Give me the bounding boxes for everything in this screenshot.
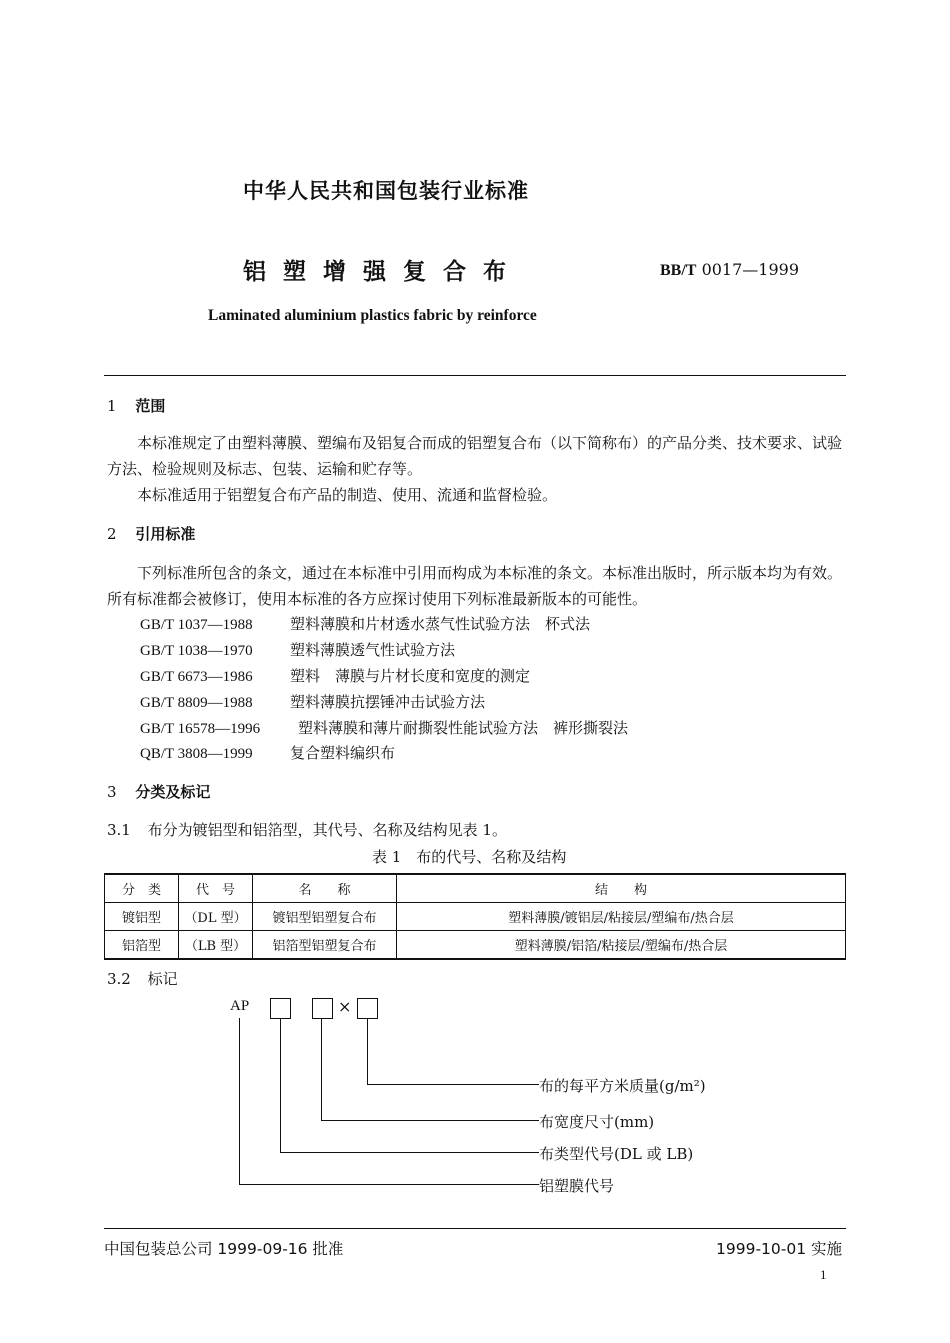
- reference-title: 塑料薄膜和薄片耐撕裂性能试验方法 裤形撕裂法: [298, 719, 629, 737]
- page-number: 1: [820, 1267, 827, 1282]
- english-title: Laminated aluminium plastics fabric by reinforce: [208, 307, 537, 324]
- leader-type-vertical: [280, 1019, 281, 1153]
- section-2-para: 下列标准所包含的条文，通过在本标准中引用而构成为本标准的条文。本标准出版时，所示版本均为有效。所有标准都会被修订，使用本标准的各方应探讨使用下列标准最新版本的可能性。: [107, 564, 843, 608]
- table-cell: 塑料薄膜/铝箔/粘接层/塑编布/热合层: [397, 931, 846, 960]
- section-2-number: 2: [107, 525, 117, 543]
- classification-table: [104, 873, 846, 960]
- section-1-title: 范围: [135, 397, 166, 415]
- section-2-title: 引用标准: [135, 525, 196, 543]
- label-width: 布宽度尺寸(mm): [539, 1113, 655, 1131]
- reference-code: QB/T 3808—1999: [140, 746, 253, 762]
- leader-type-horizontal: [280, 1152, 539, 1153]
- section-3-number: 3: [107, 783, 117, 801]
- table-row: [105, 903, 846, 931]
- section-3-heading: [107, 781, 210, 802]
- clause-3-1: [107, 819, 507, 840]
- label-film: 铝塑膜代号: [539, 1177, 615, 1195]
- document-title: 铝塑增强复合布: [243, 259, 523, 285]
- table-row: [105, 931, 846, 960]
- table-header-cell: 代 号: [179, 874, 253, 903]
- marking-box-width: [312, 998, 333, 1019]
- section-2-body: [107, 560, 849, 612]
- reference-item: [140, 613, 590, 634]
- marking-box-mass: [357, 998, 378, 1019]
- table-caption: 表 1 布的代号、名称及结构: [372, 848, 567, 866]
- table-cell: 塑料薄膜/镀铝层/粘接层/塑编布/热合层: [397, 903, 846, 931]
- reference-item: [140, 717, 628, 738]
- reference-item: [140, 665, 530, 686]
- section-3-title: 分类及标记: [135, 783, 211, 801]
- table-cell: 镀铝型: [105, 903, 179, 931]
- reference-item: [140, 639, 455, 660]
- label-mass: 布的每平方米质量(g/m²): [539, 1077, 706, 1095]
- table-header-row: [105, 874, 846, 903]
- reference-code: GB/T 8809—1988: [140, 695, 253, 711]
- clause-3-2: [107, 968, 178, 989]
- reference-item: [140, 742, 395, 763]
- table-header-cell: 名 称: [253, 874, 397, 903]
- marking-prefix: AP: [230, 998, 250, 1014]
- reference-code: GB/T 1038—1970: [140, 643, 253, 659]
- leader-mass-vertical: [367, 1019, 368, 1085]
- table-cell: 镀铝型铝塑复合布: [253, 903, 397, 931]
- clause-3-2-number: 3.2: [107, 970, 131, 988]
- clause-3-1-number: 3.1: [107, 821, 131, 839]
- reference-title: 塑料 薄膜与片材长度和宽度的测定: [290, 667, 531, 685]
- reference-title: 塑料薄膜抗摆锤冲击试验方法: [290, 693, 486, 711]
- table-cell: 铝箔型: [105, 931, 179, 960]
- section-1-para-1: 本标准规定了由塑料薄膜、塑编布及铝复合而成的铝塑复合布（以下简称布）的产品分类、技术要求、试验方法、检验规则及标志、包装、运输和贮存等。: [107, 434, 843, 478]
- standard-code: [660, 260, 799, 280]
- clause-3-2-text: 标记: [147, 970, 178, 988]
- standard-category: 中华人民共和国包装行业标准: [243, 179, 529, 203]
- section-2-heading: [107, 523, 195, 544]
- reference-item: [140, 691, 485, 712]
- section-1-body: [107, 430, 849, 508]
- header-divider: [104, 375, 846, 376]
- label-type: 布类型代号(DL 或 LB): [539, 1145, 694, 1163]
- standard-code-prefix: BB/T: [660, 262, 697, 279]
- reference-title: 复合塑料编织布: [290, 744, 396, 762]
- reference-code: GB/T 1037—1988: [140, 617, 253, 633]
- reference-code: GB/T 16578—1996: [140, 721, 261, 737]
- marking-box-type: [270, 998, 291, 1019]
- section-1-heading: [107, 395, 165, 416]
- times-symbol: ×: [338, 997, 352, 1016]
- reference-title: 塑料薄膜透气性试验方法: [290, 641, 456, 659]
- leader-mass-horizontal: [367, 1084, 539, 1085]
- section-1-number: 1: [107, 397, 117, 415]
- reference-code: GB/T 6673—1986: [140, 669, 253, 685]
- footer-divider: [104, 1228, 846, 1229]
- standard-code-number: 0017—1999: [701, 260, 799, 279]
- table-cell: 铝箔型铝塑复合布: [253, 931, 397, 960]
- table-header-cell: 分 类: [105, 874, 179, 903]
- clause-3-1-text: 布分为镀铝型和铝箔型，其代号、名称及结构见表 1。: [147, 821, 507, 839]
- leader-film-vertical: [239, 1018, 240, 1185]
- leader-width-vertical: [321, 1019, 322, 1121]
- table-cell: （DL 型）: [179, 903, 253, 931]
- reference-title: 塑料薄膜和片材透水蒸气性试验方法 杯式法: [290, 615, 591, 633]
- leader-width-horizontal: [321, 1120, 539, 1121]
- approval-note: 中国包装总公司 1999-09-16 批准: [104, 1240, 344, 1258]
- leader-film-horizontal: [239, 1184, 539, 1185]
- effective-date: 1999-10-01 实施: [716, 1240, 843, 1258]
- table-cell: （LB 型）: [179, 931, 253, 960]
- section-1-para-2: 本标准适用于铝塑复合布产品的制造、使用、流通和监督检验。: [137, 486, 558, 504]
- table-header-cell: 结 构: [397, 874, 846, 903]
